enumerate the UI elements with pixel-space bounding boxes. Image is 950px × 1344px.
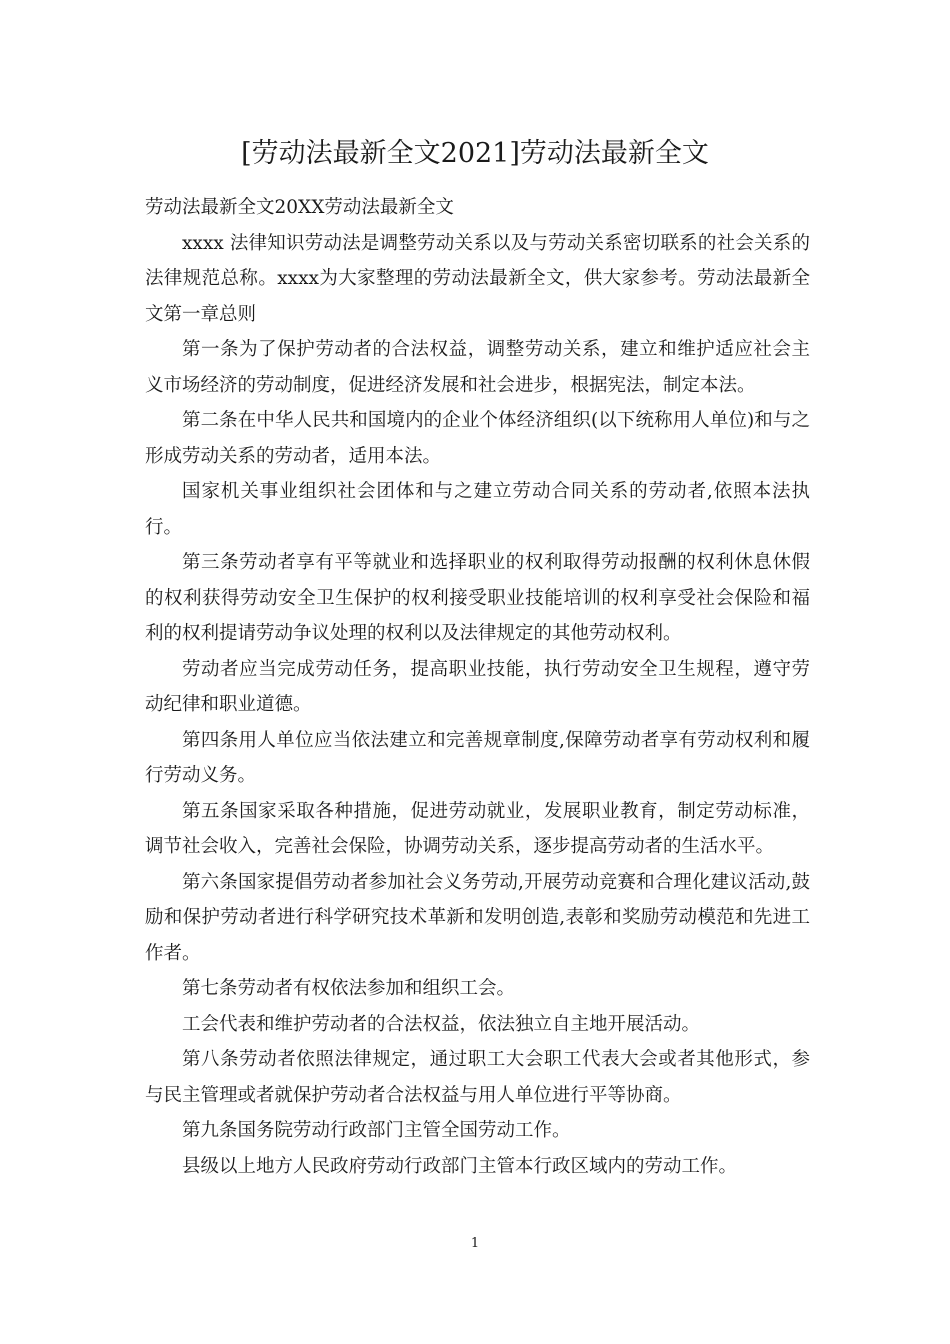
paragraph-article-3-b: 劳动者应当完成劳动任务，提高职业技能，执行劳动安全卫生规程，遵守劳动纪律和职业道德。 bbox=[145, 658, 810, 715]
paragraph-article-2: 第二条在中华人民共和国境内的企业个体经济组织(以下统称用人单位)和与之形成劳动关系的劳动者，适用本法。 bbox=[145, 410, 810, 467]
paragraph-article-7-b: 工会代表和维护劳动者的合法权益，依法独立自主地开展活动。 bbox=[182, 1013, 701, 1035]
paragraph-article-9-b: 县级以上地方人民政府劳动行政部门主管本行政区域内的劳动工作。 bbox=[182, 1155, 738, 1177]
paragraph-article-5: 第五条国家采取各种措施，促进劳动就业，发展职业教育，制定劳动标准，调节社会收入，完善社会保险，协调劳动关系，逐步提高劳动者的生活水平。 bbox=[145, 800, 810, 857]
document-title: [劳动法最新全文2021]劳动法最新全文 bbox=[241, 138, 709, 169]
document-body bbox=[145, 190, 810, 1184]
paragraph-article-9: 第九条国务院劳动行政部门主管全国劳动工作。 bbox=[182, 1120, 571, 1141]
paragraph-article-4: 第四条用人单位应当依法建立和完善规章制度,保障劳动者享有劳动权利和履行劳动义务。 bbox=[145, 729, 810, 786]
paragraph-article-6: 第六条国家提倡劳动者参加社会义务劳动,开展劳动竞赛和合理化建议活动,鼓励和保护劳动者进行科学研究技术革新和发明创造,表彰和奖励劳动模范和先进工作者。 bbox=[145, 871, 810, 964]
paragraph-intro: xxxx 法律知识劳动法是调整劳动关系以及与劳动关系密切联系的社会关系的法律规范总称。xxxx为大家整理的劳动法最新全文，供大家参考。劳动法最新全文第一章总则 bbox=[145, 232, 810, 325]
subtitle-paragraph: 劳动法最新全文20XX劳动法最新全文 bbox=[145, 197, 454, 218]
paragraph-article-1: 第一条为了保护劳动者的合法权益，调整劳动关系，建立和维护适应社会主义市场经济的劳动制度，促进经济发展和社会进步，根据宪法，制定本法。 bbox=[145, 339, 810, 396]
paragraph-article-7: 第七条劳动者有权依法参加和组织工会。 bbox=[182, 978, 516, 999]
page-number: 1 bbox=[470, 1236, 480, 1251]
paragraph-article-2-b: 国家机关事业组织社会团体和与之建立劳动合同关系的劳动者,依照本法执行。 bbox=[145, 481, 810, 538]
paragraph-article-8: 第八条劳动者依照法律规定，通过职工大会职工代表大会或者其他形式，参与民主管理或者就保护劳动者合法权益与用人单位进行平等协商。 bbox=[145, 1049, 810, 1106]
paragraph-article-3: 第三条劳动者享有平等就业和选择职业的权利取得劳动报酬的权利休息休假的权利获得劳动安全卫生保护的权利接受职业技能培训的权利享受社会保险和福利的权利提请劳动争议处理的权利以及法律规定的其他劳动权利。 bbox=[145, 552, 810, 644]
